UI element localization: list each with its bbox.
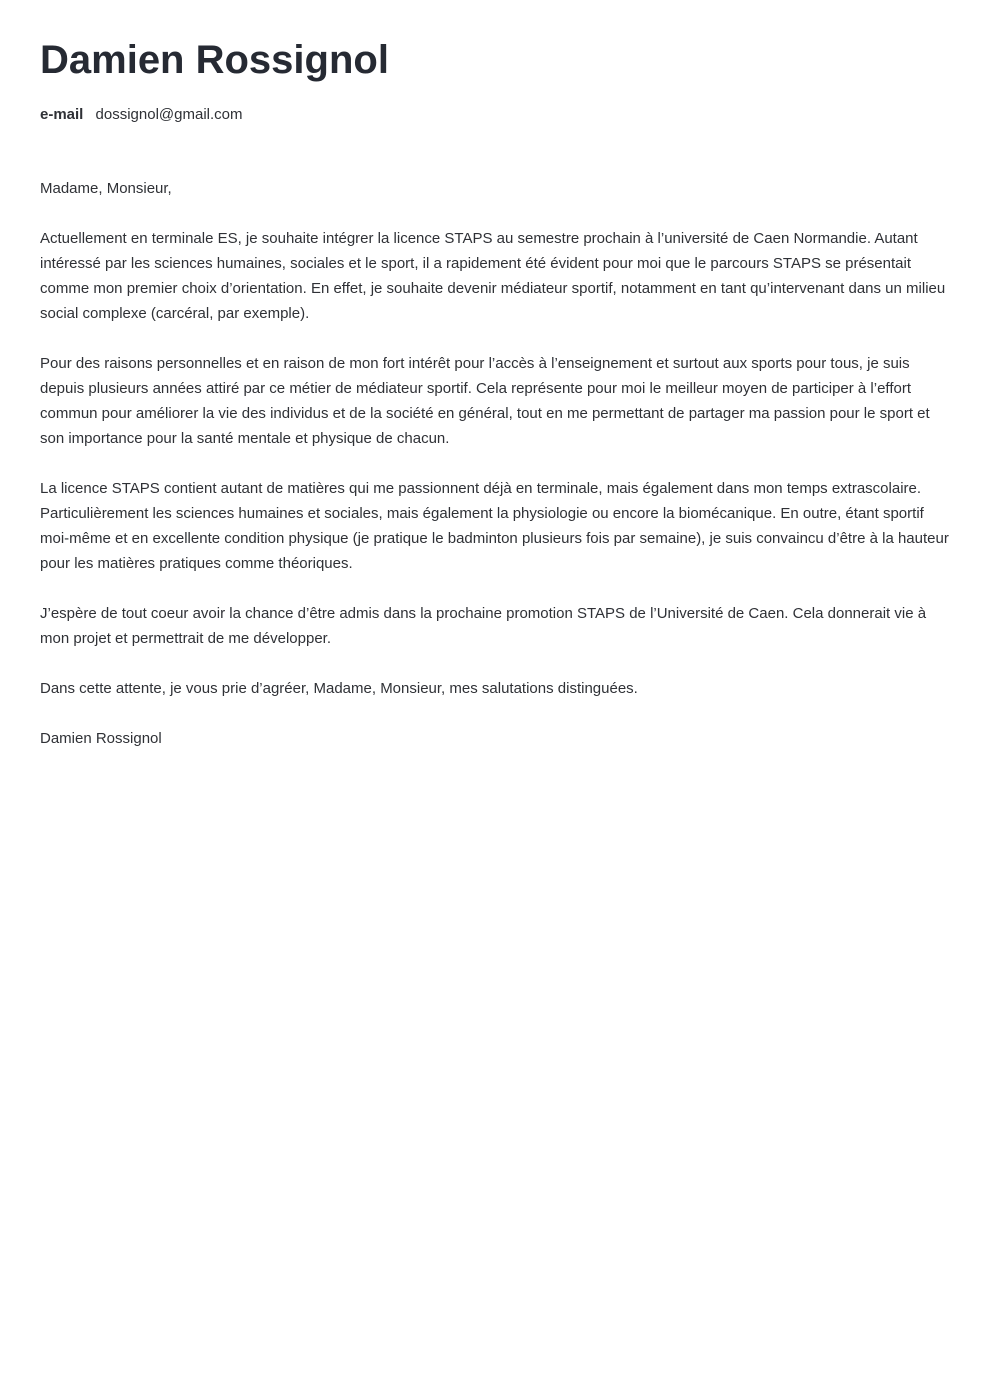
email-address: dossignol@gmail.com <box>95 106 243 123</box>
applicant-name: Damien Rossignol <box>40 38 389 82</box>
paragraph-2: Pour des raisons personnelles et en raison de mon fort intérêt pour l’accès à l’enseignement et surtout aux sports pour tous, je suis depuis plusieurs années attiré par ce métier de médiateur sportif. Cela représente pour moi le meilleur moyen de participer à l’effort commun pour améliorer la vie des individus et de la société en général, tout en me permettant de partager ma passion pour le sport et son importance pour la santé mentale et physique de chacun. <box>40 355 930 447</box>
contact-line <box>40 104 952 126</box>
signature: Damien Rossignol <box>40 730 162 747</box>
paragraph-4: J’espère de tout coeur avoir la chance d’être admis dans la prochaine promotion STAPS de l’Université de Caen. Cela donnerait vie à mon projet et permettrait de me développer. <box>40 605 927 647</box>
cover-letter-page <box>40 36 952 776</box>
closing: Dans cette attente, je vous prie d’agréer, Madame, Monsieur, mes salutations distinguées. <box>40 680 638 697</box>
paragraph-3: La licence STAPS contient autant de matières qui me passionnent déjà en terminale, mais également dans mon temps extrascolaire. Particulièrement les sciences humaines et sociales, mais également la physiologie ou encore la biomécanique. En outre, étant sportif moi-même et en excellente condition physique (je pratique le badminton plusieurs fois par semaine), je suis convaincu d’être à la hauteur pour les matières pratiques comme théoriques. <box>40 480 949 572</box>
paragraph-1: Actuellement en terminale ES, je souhaite intégrer la licence STAPS au semestre prochain à l’université de Caen Normandie. Autant intéressé par les sciences humaines, sociales et le sport, il a rapidement été évident pour moi que le parcours STAPS se présentait comme mon premier choix d’orientation. En effet, je souhaite devenir médiateur sportif, notamment en tant qu’intervenant dans un milieu social complexe (carcéral, par exemple). <box>40 230 946 322</box>
salutation: Madame, Monsieur, <box>40 180 172 197</box>
letter-body <box>40 176 952 751</box>
email-label: e-mail <box>40 106 84 123</box>
